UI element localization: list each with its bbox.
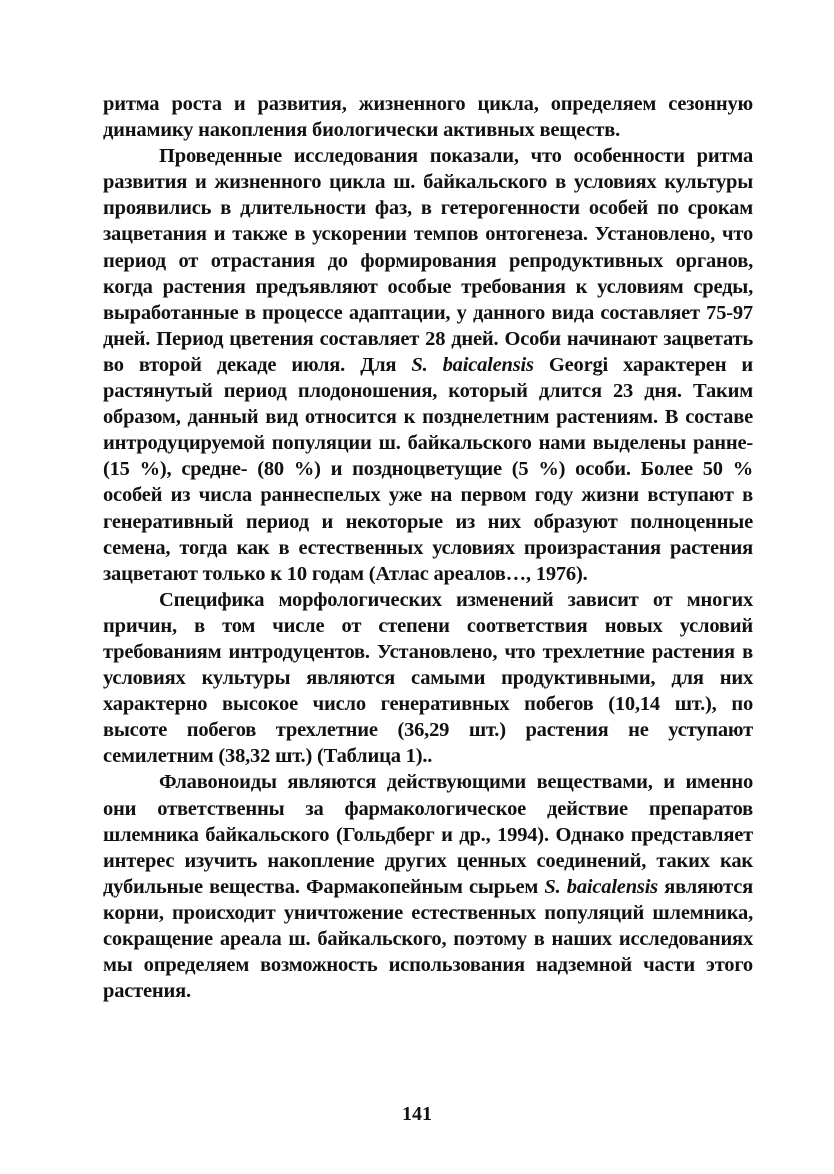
- page-number: 141: [402, 1103, 432, 1125]
- paragraph-text: Флавоноиды являются действующими веществами, и именно они ответственны за фармакологическое действие препаратов шлемника байкальского (Гольдберг и др., 1994). Однако представляет интерес изучить накопление других ценных соединений, таких как дубильные вещества. Фармакопейным сырьем: [103, 771, 753, 898]
- paragraph: [103, 143, 753, 587]
- paragraph-text: Проведенные исследования показали, что особенности ритма развития и жизненного цикла ш. байкальского в условиях культуры проявились в длительности фаз, в гетерогенности особей по срокам зацветания и также в ускорении темпов онтогенеза. Установлено, что период от отрастания до формирования репродуктивных органов, когда растения предъявляют особые требования к условиям среды, выработанные в процессе адаптации, у данного вида составляет 75-97 дней. Период цветения составляет 28 дней. Особи начинают зацветать во второй декаде июля. Для: [103, 145, 753, 376]
- paragraph: [103, 91, 753, 143]
- paragraph: [103, 769, 753, 1004]
- paragraph-text: Специфика морфологических изменений зависит от многих причин, в том числе от степени соответствия новых условий требованиям интродуцентов. Установлено, что трехлетние растения в условиях культуры являются самыми продуктивными, для них характерно высокое число генеративных побегов (10,14 шт.), по высоте побегов трехлетние (36,29 шт.) растения не уступают семилетним (38,32 шт.) (Таблица 1)..: [103, 588, 753, 768]
- italic-species-name: S. baicalensis: [544, 875, 658, 898]
- paragraph-text: являются корни, происходит уничтожение естественных популяций шлемника, сокращение ареала ш. байкальского, поэтому в наших исследованиях мы определяем возможность использования надземной части этого растения.: [103, 875, 753, 1003]
- body-text: [103, 91, 753, 1004]
- paragraph: [103, 587, 753, 770]
- paragraph-text: Georgi характерен и растянутый период плодоношения, который длится 23 дня. Таким образом, данный вид относится к позднелетним растениям. В составе интродуцируемой популяции ш. байкальского нами выделены ранне- (15 %), средне- (80 %) и поздноцветущие (5 %) особи. Более 50 % особей из числа раннеспелых уже на первом году жизни вступают в генеративный период и некоторые из них образуют полноценные семена, тогда как в естественных условиях произрастания растения зацветают только к 10 годам (Атлас ареалов…, 1976).: [103, 353, 754, 585]
- paragraph-text: ритма роста и развития, жизненного цикла, определяем сезонную динамику накопления биологически активных веществ.: [103, 93, 753, 142]
- italic-species-name: S. baicalensis: [411, 353, 534, 376]
